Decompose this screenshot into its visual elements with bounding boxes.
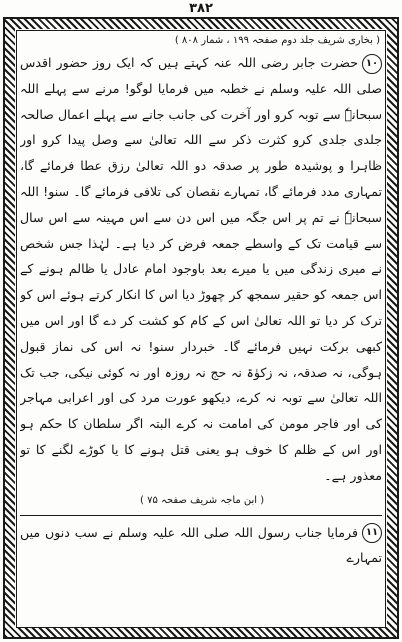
page-number: ۳۸۲: [189, 1, 213, 16]
reference-top: ( بخاری شریف جلد دوم صفحہ ۱۹۹ ، شمار ۸۰۸ ): [174, 35, 380, 46]
paragraph-text: فرمایا جناب رسول اللہ صلی اللہ علیہ وسلم نے سب دنوں میں تمہارے: [20, 524, 382, 566]
paragraph-text: حضرت جابر رضی اللہ عنہ کہتے ہیں کہ ایک روز حضور اقدس صلی اللہ علیہ وسلم نے خطبہ میں فرمایا لوگو! مرنے سے پہلے اللہ سبحانہٗ سے توبہ کرو اور آخرت کی جانب جانے سے پہلے اعمال صالحہ جلدی جلدی کرو کثرت ذکر سے اللہ تعالیٰ سے وصل پیدا کرو اور ظاہرا و پوشیدہ طور پر صدقہ دو اللہ تعالیٰ رزق عطا فرمائے گا، تمہاری مدد فرمائے گا، تمہارے نقصان کی تلافی فرمائے گا۔ سنو! اللہ سبحانہٗ نے تم پر اس جگہ میں اس دن سے اس مہینہ سے اس سال سے قیامت تک کے واسطے جمعہ فرض کر دیا ہے۔ لہٰذا جس شخص نے میری زندگی میں یا میرے بعد باوجود امام عادل یا ظالم ہونے کے اس جمعہ کو حقیر سمجھ کر چھوڑ دیا اس کا انکار کرتے ہوئے اس کو ترک کر دیا تو اللہ تعالیٰ اس کے کام کو کشت کر دے گا اور اس میں کبھی برکت نہیں فرمائے گا۔ خبردار سنو! نہ اس کی نماز قبول ہوگی، نہ صدقہ، نہ زکوٰۃ نہ حج نہ روزہ اور نہ کوئی نیکی، جب تک اللہ تعالیٰ سے توبہ نہ کرے، دیکھو عورت مرد کی اور اعرابی مہاجر کی اور فاجر مومن کی امامت نہ کرے البتہ اگر سلطان کا حکم ہو اور اس کے ظلم کا خوف ہو یعنی قتل ہونے کا یا کوڑے لگنے کا تو معذور ہے۔: [20, 55, 382, 483]
paragraph-number-badge: ۱۰: [362, 54, 382, 74]
reference-end: ( ابن ماجہ شریف صفحہ ۷۵ ): [140, 494, 265, 506]
paragraph-11: [20, 520, 382, 572]
text-body: [20, 34, 382, 624]
paragraph-number-badge: ۱۱: [362, 523, 382, 543]
section-divider: [20, 515, 382, 516]
paragraph-10: [20, 50, 382, 489]
